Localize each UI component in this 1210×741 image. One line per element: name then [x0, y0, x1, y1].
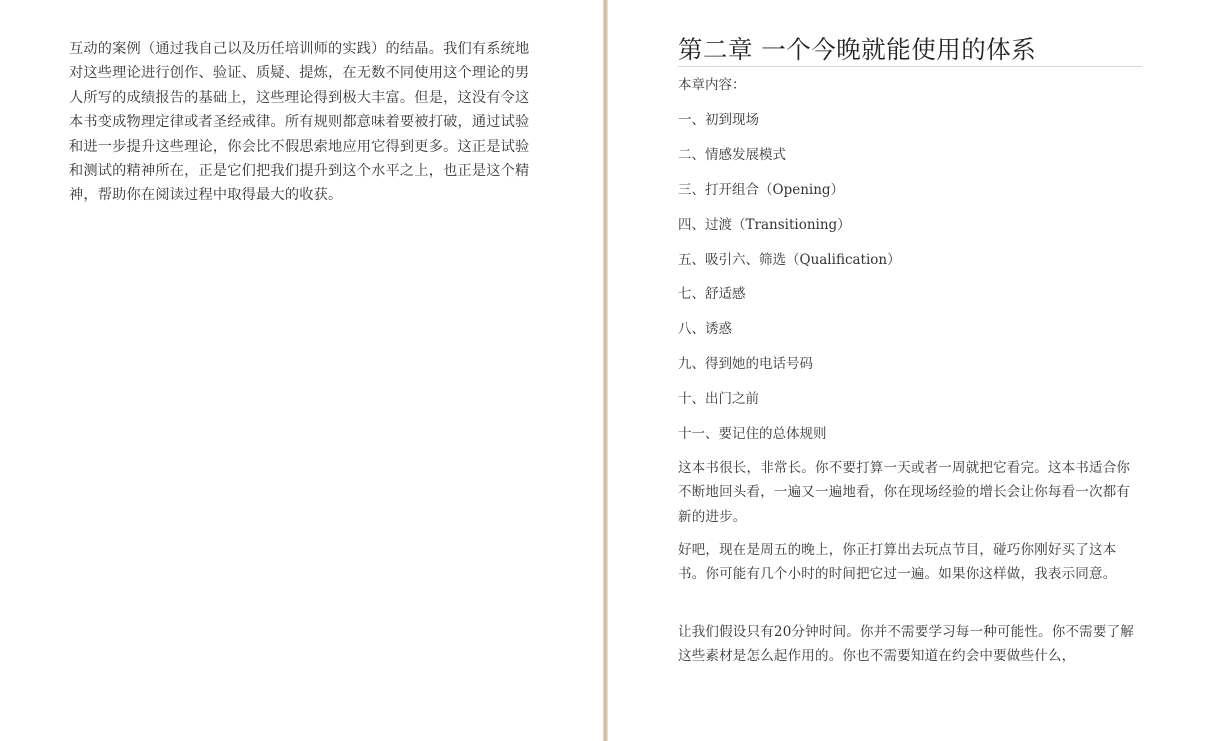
toc-item: 三、打开组合（Opening） — [678, 181, 845, 198]
toc-item: 二、情感发展模式 — [678, 146, 786, 163]
chapter-contents-list — [678, 109, 1142, 458]
left-page — [0, 0, 603, 741]
toc-item: 十一、要记住的总体规则 — [678, 426, 827, 443]
toc-item: 四、过渡（Transitioning） — [678, 216, 851, 233]
body-paragraph: 好吧，现在是周五的晚上，你正打算出去玩点节目，碰巧你刚好买了这本书。你可能有几个小时的时间把它过一遍。如果你这样做，我表示同意。 — [678, 542, 1117, 583]
body-paragraph: 这本书很长，非常长。你不要打算一天或者一周就把它看完。这本书适合你不断地回头看，一遍又一遍地看，你在现场经验的增长会让你每看一次都有新的进步。 — [678, 460, 1131, 525]
toc-item: 一、初到现场 — [678, 112, 759, 128]
toc-item: 九、得到她的电话号码 — [678, 356, 813, 373]
left-page-paragraph: 互动的案例（通过我自己以及历任培训师的实践）的结晶。我们有系统地对这些理论进行创作、验证、质疑、提炼，在无数不同使用这个理论的男人所写的成绩报告的基础上，这些理论得到极大丰富。但是，这没有令这本书变成物理定律或者圣经戒律。所有规则都意味着要被打破，通过试验和进一步提升这些理论，你会比不假思索地应用它得到更多。这正是试验和测试的精神所在，正是它们把我们提升到这个水平之上，也正是这个精神，帮助你在阅读过程中取得最大的收获。 — [69, 41, 530, 204]
body-paragraph: 让我们假设只有20分钟时间。你并不需要学习每一种可能性。你不需要了解这些素材是怎么起作用的。你也不需要知道在约会中要做些什么， — [678, 624, 1134, 665]
toc-intro: 本章内容： — [678, 77, 746, 93]
chapter-title: 第二章 一个今晚就能使用的体系 — [678, 34, 1142, 67]
toc-item: 八、诱惑 — [678, 321, 732, 338]
toc-item: 五、吸引六、筛选（Qualification） — [678, 251, 901, 268]
toc-item: 十、出门之前 — [678, 391, 759, 408]
toc-item: 七、舒适感 — [678, 286, 746, 303]
